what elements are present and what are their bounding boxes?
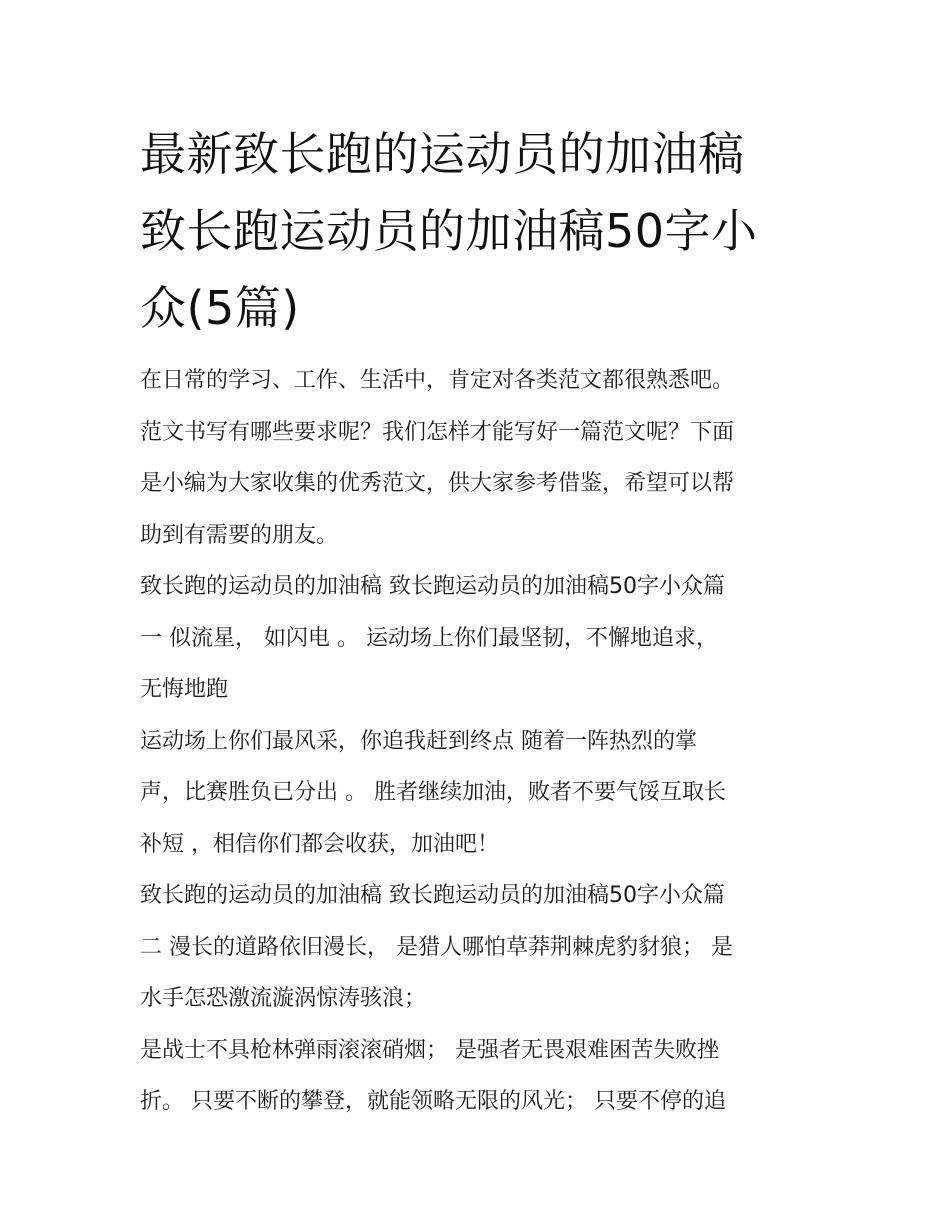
- document-title: [140, 116, 830, 347]
- body-line: 补短 ，相信你们都会收获，加油吧！: [140, 831, 499, 857]
- document-body: [140, 355, 820, 1128]
- body-line: 致长跑的运动员的加油稿 致长跑运动员的加油稿50字小众篇: [140, 883, 725, 908]
- body-line: 在日常的学习、工作、生活中，肯定对各类范文都很熟悉吧。: [140, 368, 735, 393]
- title-line: 最新致长跑的运动员的加油稿: [140, 127, 745, 181]
- body-line: 运动场上你们最风采，你追我赶到终点 随着一阵热烈的掌: [140, 728, 697, 754]
- body-line: 范文书写有哪些要求呢？我们怎样才能写好一篇范文呢？下面: [140, 419, 735, 445]
- body-line: 声，比赛胜负已分出 。 胜者继续加油，败者不要气馁互取长: [140, 780, 726, 805]
- body-line: 是战士不具枪林弹雨滚滚硝烟； 是强者无畏艰难困苦失败挫: [140, 1037, 719, 1063]
- body-line: 一 似流星， 如闪电 。 运动场上你们最坚韧，不懈地追求，: [140, 625, 718, 651]
- body-line: 助到有需要的朋友。: [140, 522, 339, 548]
- title-line: 众(5篇): [140, 281, 300, 335]
- title-line: 致长跑运动员的加油稿50字小: [140, 204, 758, 258]
- body-line: 折。 只要不断的攀登，就能领略无限的风光； 只要不停的追: [140, 1089, 726, 1114]
- body-line: 二 漫长的道路依旧漫长， 是猎人哪怕草莽荆棘虎豹豺狼； 是: [140, 934, 733, 960]
- body-line: 是小编为大家收集的优秀范文，供大家参考借鉴，希望可以帮: [140, 471, 735, 496]
- body-line: 致长跑的运动员的加油稿 致长跑运动员的加油稿50字小众篇: [140, 574, 725, 599]
- body-line: 水手怎恐激流漩涡惊涛骇浪；: [140, 986, 427, 1011]
- body-line: 无悔地跑: [140, 677, 229, 702]
